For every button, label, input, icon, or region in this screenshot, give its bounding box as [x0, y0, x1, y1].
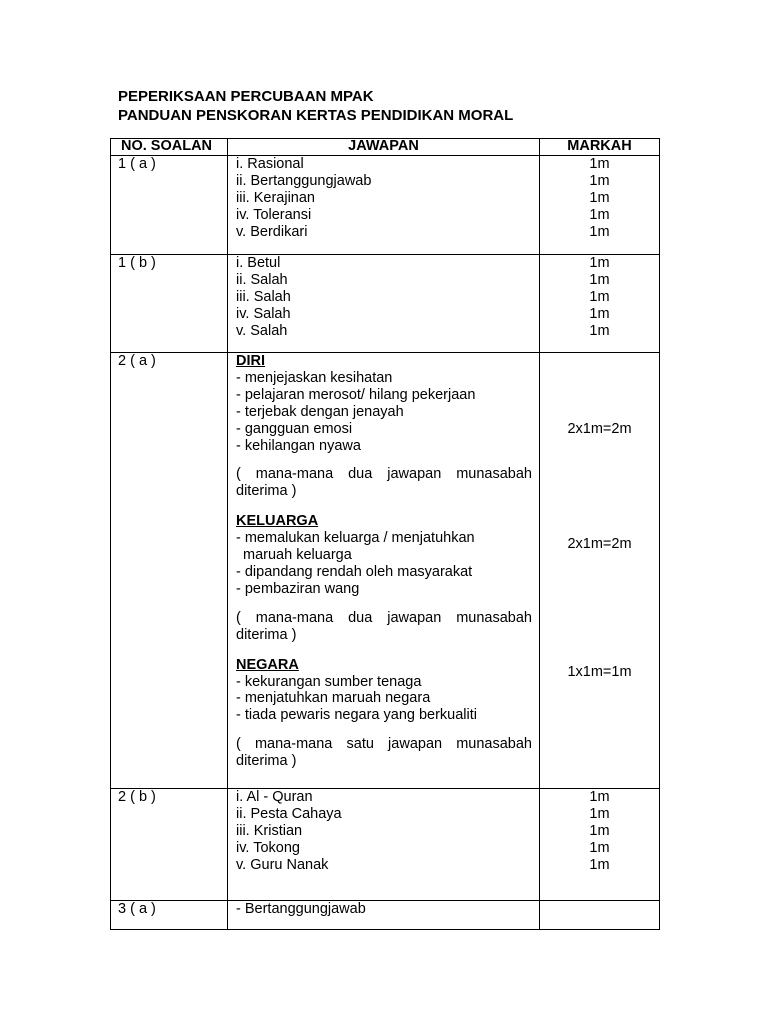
- mark-value: 1m: [589, 156, 610, 172]
- section-heading-diri: DIRI: [236, 353, 265, 369]
- mark-value: 1x1m=1m: [567, 663, 632, 680]
- document-header: [118, 87, 513, 125]
- table-row-q2b: [111, 789, 660, 901]
- question-label: 2 ( a ): [111, 353, 228, 789]
- mark-value: 1m: [589, 172, 610, 189]
- answer-line: v. Guru Nanak: [236, 856, 329, 873]
- answer-line: maruah keluarga: [243, 547, 352, 564]
- mark-value: 1m: [589, 288, 610, 305]
- answer-note: ( mana-mana dua jawapan munasabah diterima ): [236, 609, 532, 643]
- answer-line: iv. Salah: [236, 305, 291, 322]
- mark-value: 1m: [589, 305, 610, 322]
- answer-line: iii. Salah: [236, 288, 291, 305]
- answer-cell: [228, 255, 540, 353]
- header-subtitle: PANDUAN PENSKORAN KERTAS PENDIDIKAN MORAL: [118, 107, 514, 124]
- answer-line: - pelajaran merosot/ hilang pekerjaan: [236, 386, 476, 403]
- question-label: 1 ( b ): [111, 255, 228, 353]
- table-row-q3a: [111, 901, 660, 930]
- answer-line: i. Betul: [236, 255, 281, 271]
- answer-line: ii. Pesta Cahaya: [236, 805, 342, 822]
- section-heading-keluarga: KELUARGA: [236, 513, 319, 530]
- answer-line: - gangguan emosi: [236, 420, 353, 437]
- table-header-row: [111, 139, 660, 156]
- header-title: PEPERIKSAAN PERCUBAAN MPAK: [118, 88, 374, 105]
- answer-line: - dipandang rendah oleh masyarakat: [236, 563, 473, 580]
- answer-line: v. Salah: [236, 322, 288, 339]
- mark-value: 1m: [589, 255, 610, 271]
- mark-value: 2x1m=2m: [567, 535, 632, 552]
- answer-line: iv. Tokong: [236, 839, 300, 856]
- mark-cell: [540, 901, 660, 930]
- header-question-no: NO. SOALAN: [111, 139, 228, 156]
- answer-line: - tiada pewaris negara yang berkualiti: [236, 707, 477, 724]
- answer-line: ii. Bertanggungjawab: [236, 172, 372, 189]
- mark-value: 1m: [589, 839, 610, 856]
- mark-value: 1m: [589, 189, 610, 206]
- answer-line: iv. Toleransi: [236, 206, 312, 223]
- answer-note: ( mana-mana satu jawapan munasabah diterima ): [236, 736, 532, 770]
- answer-line: - terjebak dengan jenayah: [236, 403, 404, 420]
- mark-value: 1m: [589, 223, 610, 240]
- question-label: 1 ( a ): [111, 156, 228, 255]
- question-label: 2 ( b ): [111, 789, 228, 901]
- answer-line: ii. Salah: [236, 271, 288, 288]
- answer-cell: [228, 156, 540, 255]
- marking-scheme-table: [110, 138, 660, 930]
- answer-line: i. Rasional: [236, 156, 304, 172]
- answer-line: - menjejaskan kesihatan: [236, 369, 393, 386]
- answer-line: - Bertanggungjawab: [236, 901, 366, 917]
- mark-value: 1m: [589, 271, 610, 288]
- header-mark: MARKAH: [540, 139, 660, 156]
- mark-value: 2x1m=2m: [567, 421, 632, 437]
- table-row-q1a: [111, 156, 660, 255]
- answer-cell: [228, 789, 540, 901]
- table-row-q2a: [111, 353, 660, 789]
- answer-cell: [228, 353, 540, 789]
- mark-value: 1m: [589, 206, 610, 223]
- answer-line: iii. Kristian: [236, 822, 303, 839]
- answer-line: - memalukan keluarga / menjatuhkan: [236, 530, 475, 547]
- mark-value: 1m: [589, 322, 610, 339]
- answer-line: v. Berdikari: [236, 223, 308, 240]
- mark-cell: [540, 255, 660, 353]
- answer-line: - kehilangan nyawa: [236, 437, 361, 454]
- mark-value: 1m: [589, 789, 610, 805]
- answer-note: ( mana-mana dua jawapan munasabah diterima ): [236, 466, 532, 500]
- mark-value: 1m: [589, 856, 610, 873]
- answer-line: - kekurangan sumber tenaga: [236, 673, 422, 690]
- mark-cell: [540, 789, 660, 901]
- mark-value: 1m: [589, 805, 610, 822]
- answer-line: iii. Kerajinan: [236, 189, 315, 206]
- header-answer: JAWAPAN: [228, 139, 540, 156]
- mark-cell: [540, 156, 660, 255]
- answer-line: - menjatuhkan maruah negara: [236, 690, 431, 707]
- mark-value: 1m: [589, 822, 610, 839]
- answer-line: - pembaziran wang: [236, 580, 360, 597]
- mark-cell: [540, 353, 660, 789]
- answer-line: i. Al - Quran: [236, 789, 313, 805]
- question-label: 3 ( a ): [111, 901, 228, 930]
- answer-cell: [228, 901, 540, 930]
- table-row-q1b: [111, 255, 660, 353]
- section-heading-negara: NEGARA: [236, 656, 299, 673]
